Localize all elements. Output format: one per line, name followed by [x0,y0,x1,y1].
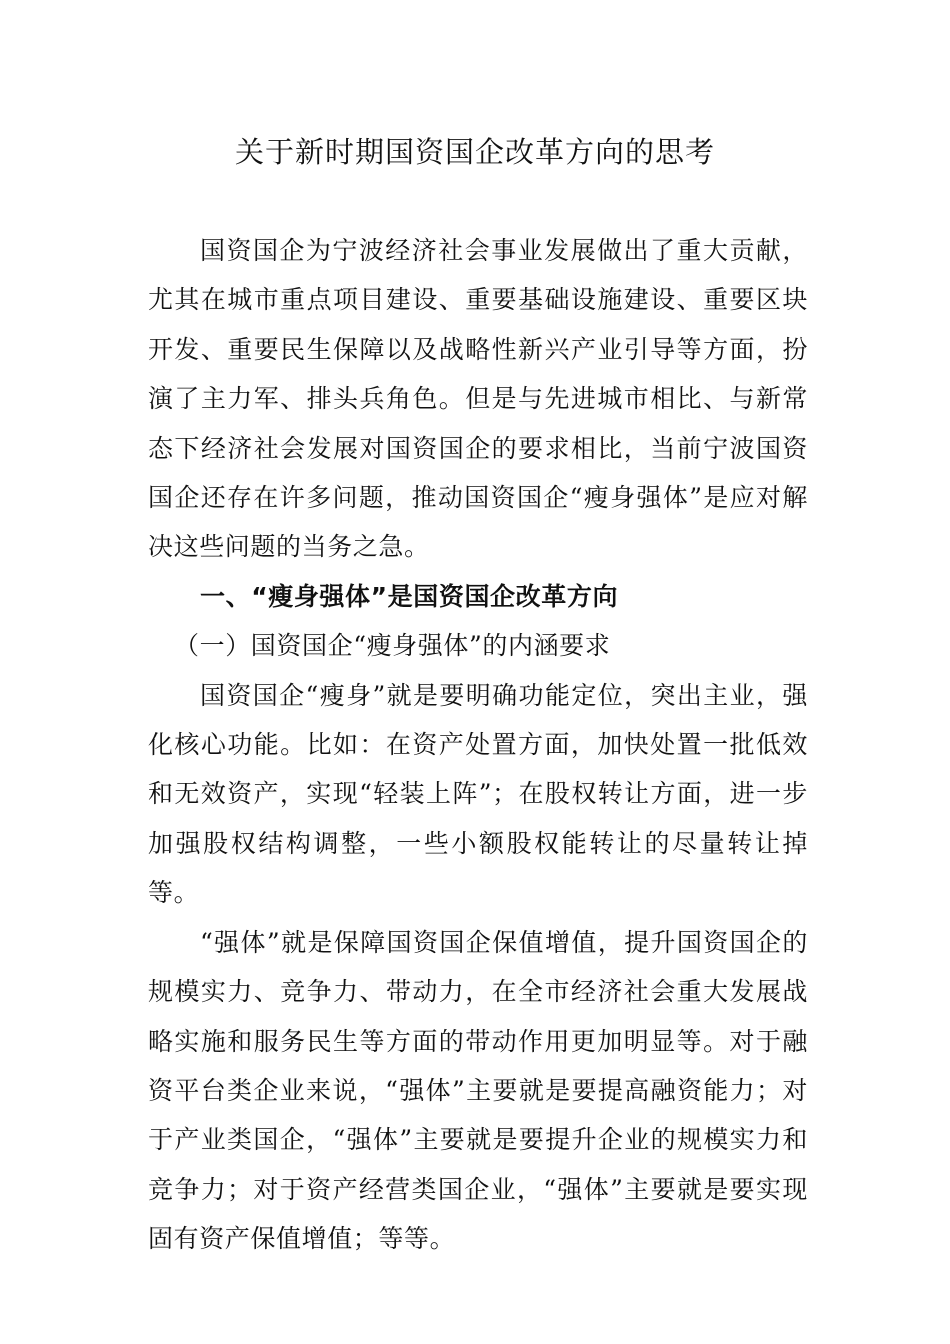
document-body [148,226,808,1264]
slimming-paragraph: 国资国企“瘦身”就是要明确功能定位，突出主业，强化核心功能。比如：在资产处置方面，加快处置一批低效和无效资产，实现“轻装上阵”；在股权转让方面，进一步加强股权结构调整，一些小额股权能转让的尽量转让掉等。 [148,680,808,908]
document-title: 关于新时期国资国企改革方向的思考 [234,135,715,169]
subsection-heading: （一）国资国企“瘦身强体”的内涵要求 [174,631,611,661]
section-heading: 一、“瘦身强体”是国资国企改革方向 [200,581,619,611]
intro-paragraph: 国资国企为宁波经济社会事业发展做出了重大贡献，尤其在城市重点项目建设、重要基础设施建设、重要区块开发、重要民生保障以及战略性新兴产业引导等方面，扮演了主力军、排头兵角色。但是与先进城市相比、与新常态下经济社会发展对国资国企的要求相比，当前宁波国资国企还存在许多问题，推动国资国企“瘦身强体”是应对解决这些问题的当务之急。 [148,236,808,562]
strengthening-paragraph: “强体”就是保障国资国企保值增值，提升国资国企的规模实力、竞争力、带动力，在全市经济社会重大发展战略实施和服务民生等方面的带动作用更加明显等。对于融资平台类企业来说，“强体”主要就是要提高融资能力；对于产业类国企，“强体”主要就是要提升企业的规模实力和竞争力；对于资产经营类国企业，“强体”主要就是要实现固有资产保值增值；等等。 [148,927,808,1254]
